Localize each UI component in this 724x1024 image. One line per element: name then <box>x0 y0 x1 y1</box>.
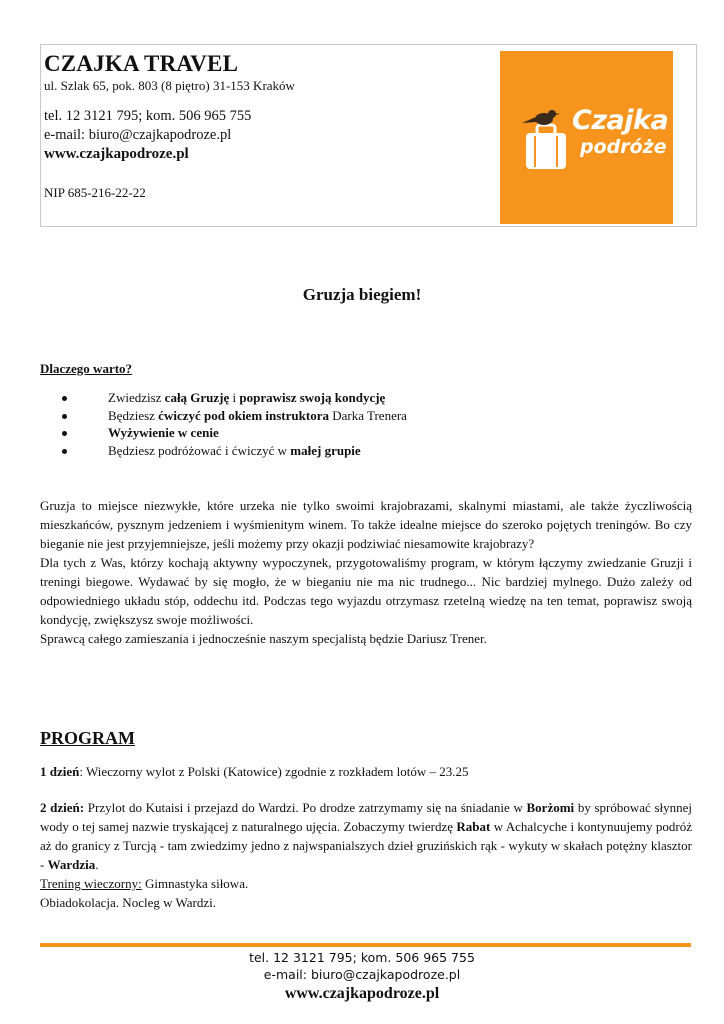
company-website-link[interactable]: www.czajkapodroze.pl <box>44 146 189 162</box>
bullet-icon <box>62 431 67 436</box>
company-address: ul. Szlak 65, pok. 803 (8 piętro) 31-153 Kraków <box>44 78 295 93</box>
footer-phone: tel. 12 3121 795; kom. 506 965 755 <box>249 950 475 965</box>
program-day-2: 2 dzień: Przylot do Kutaisi i przejazd do Wardzi. Po drodze zatrzymamy się na śniadanie w Borżomi by spróbować słynnej wody o tej samej nazwie tryskającej z naturalnego ujęcia. Zobaczymy twierdzę Rabat w Achalcyche i kontynuujemy podróż aż do granicy z Turcją - tam zwiedzimy jedno z najwspanialszych dzieł gruzińskich rąk - wykuty w skałach potężny klasztor - Wardzia. Trening wieczorny: Gimnastyka siłowa. Obiadokolacja. Nocleg w Wardzi. <box>40 800 693 910</box>
footer <box>0 949 724 1005</box>
list-item: Wyżywienie w cenie <box>40 424 680 442</box>
company-nip: NIP 685-216-22-22 <box>44 185 146 200</box>
letterhead <box>40 44 697 227</box>
footer-email: e-mail: biuro@czajkapodroze.pl <box>263 967 461 982</box>
company-email: e-mail: biuro@czajkapodroze.pl <box>44 127 232 143</box>
logo-wordmark: Czajka <box>572 105 669 136</box>
intro-paragraph: Dla tych z Was, którzy kochają aktywny wypoczynek, przygotowaliśmy program, w którym łączymy zwiedzanie Gruzji i treningi biegowe. Wydawać by się mogło, że w bieganiu nie ma nic trudnego... Nic bardziej mylnego. Dużo zależy od odpowiedniego układu stóp, oddechu itd. Podczas tego wyjazdu otrzymasz rzetelną wiedzę na ten temat, poprawisz swoją kondycję, zwiększysz swoje możliwości. <box>40 555 692 627</box>
list-item: Zwiedzisz całą Gruzję i poprawisz swoją kondycję <box>40 389 680 407</box>
logo-tagline: podróże <box>580 136 667 158</box>
intro-paragraph: Gruzja to miejsce niezwykłe, które urzeka nie tylko swoimi krajobrazami, skalnymi miastami, ale także życzliwością mieszkańców, pysznym jedzeniem i wyśmienitym winem. To także idealne miejsce do szeroko pojętych treningów. Bo czy bieganie nie jest przyjemniejsze, jeśli możemy przy okazji podziwiać niesamowite krajobrazy? <box>40 498 692 551</box>
bullet-icon <box>62 414 67 419</box>
dinner-note: Obiadokolacja. Nocleg w Wardzi. <box>40 895 216 910</box>
intro-paragraph: Sprawcą całego zamieszania i jednocześnie naszym specjalistą będzie Dariusz Trener. <box>40 631 487 646</box>
company-phone: tel. 12 3121 795; kom. 506 965 755 <box>44 108 252 124</box>
training-label: Trening wieczorny: <box>40 876 142 891</box>
bullet-icon <box>62 396 67 401</box>
why-heading: Dlaczego warto? <box>40 361 133 376</box>
benefits-list <box>40 389 680 459</box>
program-day-1: 1 dzień: Wieczorny wylot z Polski (Katowice) zgodnie z rozkładem lotów – 23.25 <box>40 764 469 779</box>
document-title: Gruzja biegiem! <box>302 285 422 304</box>
bullet-icon <box>62 449 67 454</box>
list-item: Będziesz ćwiczyć pod okiem instruktora Darka Trenera <box>40 407 680 425</box>
footer-website-link[interactable]: www.czajkapodroze.pl <box>284 985 440 1002</box>
company-logo <box>500 51 673 224</box>
intro-text <box>40 496 692 648</box>
list-item: Będziesz podróżować i ćwiczyć w małej grupie <box>40 442 680 460</box>
company-name: CZAJKA TRAVEL <box>44 51 239 76</box>
program-heading: PROGRAM <box>40 728 135 748</box>
footer-divider <box>40 943 691 947</box>
